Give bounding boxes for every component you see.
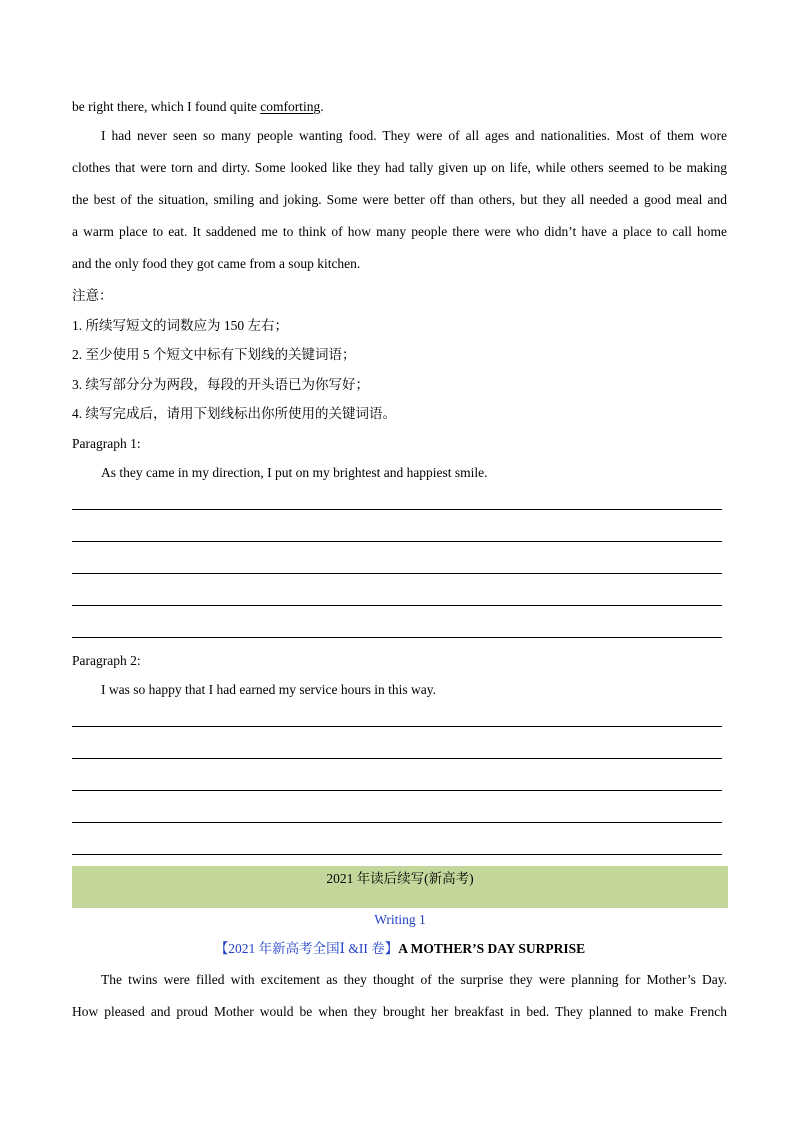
writing-blank-line[interactable] [72, 541, 722, 542]
paragraph-1-opening: As they came in my direction, I put on my brightest and happiest smile. [101, 465, 488, 480]
writing-blank-line[interactable] [72, 822, 722, 823]
writing-text-line: How pleased and proud Mother would be when they brought her breakfast in bed. They planned to make French [72, 1004, 727, 1019]
paragraph-1-label: Paragraph 1: [72, 436, 141, 451]
writing-blank-line[interactable] [72, 758, 722, 759]
writing-blank-line[interactable] [72, 726, 722, 727]
writing-label: Writing 1 [374, 912, 426, 927]
passage-line-1-end: . [320, 99, 324, 114]
writing-heading [72, 941, 728, 957]
writing-blank-line[interactable] [72, 573, 722, 574]
notes-heading: 注意： [72, 288, 113, 303]
note-item: 3. 续写部分分为两段，每段的开头语已为你写好； [72, 377, 369, 392]
note-item: 1. 所续写短文的词数应为 150 左右； [72, 318, 288, 333]
passage-paragraph-line: clothes that were torn and dirty. Some looked like they had tally given up on life, while others seemed to be making [72, 160, 727, 175]
keyword-comforting: comforting [260, 99, 321, 114]
passage-line-1 [72, 99, 324, 115]
writing-blank-line[interactable] [72, 854, 722, 855]
passage-paragraph-line: a warm place to eat. It saddened me to think of how many people there were who didn’t have a place to call home [72, 224, 727, 239]
note-item: 4. 续写完成后，请用下划线标出你所使用的关键词语。 [72, 406, 396, 421]
paragraph-2-label: Paragraph 2: [72, 653, 141, 668]
note-item: 2. 至少使用 5 个短文中标有下划线的关键词语； [72, 347, 356, 362]
writing-source: 【2021 年新高考全国Ⅰ &II 卷】 [214, 941, 399, 956]
passage-paragraph-line: and the only food they got came from a soup kitchen. [72, 256, 361, 271]
writing-blank-line[interactable] [72, 605, 722, 606]
writing-blank-line[interactable] [72, 790, 722, 791]
writing-title: A MOTHER’S DAY SURPRISE [398, 941, 586, 956]
section-title: 2021 年读后续写(新高考) [326, 871, 474, 886]
passage-paragraph-line: I had never seen so many people wanting food. They were of all ages and nationalities. Most of them wore [101, 128, 727, 143]
passage-line-1-text: be right there, which I found quite [72, 99, 261, 114]
writing-blank-line[interactable] [72, 637, 722, 638]
passage-paragraph-line: the best of the situation, smiling and joking. Some were better off than others, but they all needed a good meal and [72, 192, 727, 207]
writing-text-line: The twins were filled with excitement as they thought of the surprise they were planning for Mother’s Day. [101, 972, 727, 987]
writing-blank-line[interactable] [72, 509, 722, 510]
paragraph-2-opening: I was so happy that I had earned my service hours in this way. [101, 682, 437, 697]
